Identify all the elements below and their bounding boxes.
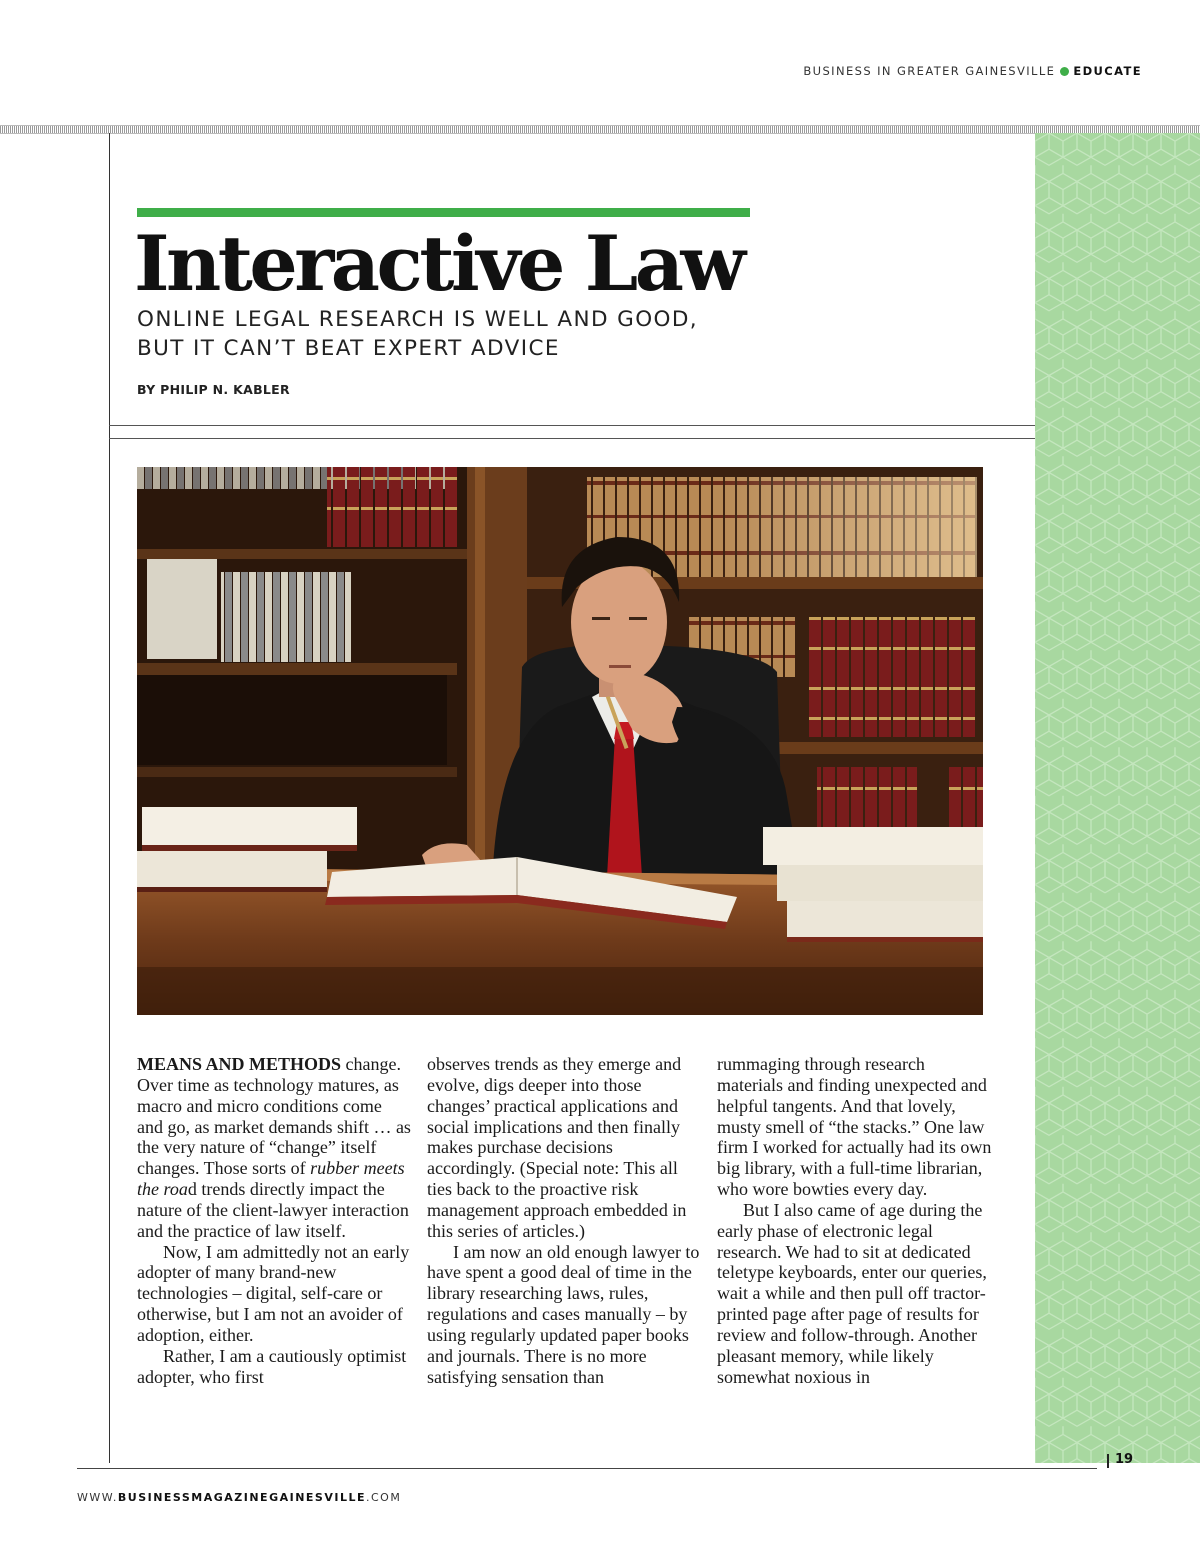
paragraph-text: change. Over time as technology matures, as macro and micro conditions come and go, as market demands shift … as the very nature of “change” itself changes. Those sorts of <box>137 1054 411 1179</box>
paragraph: Rather, I am a cautiously optimist adopter, who first <box>137 1345 407 1387</box>
url-suffix: .COM <box>365 1491 402 1504</box>
paragraph: But I also came of age during the early phase of electronic legal research. We had to sit at dedicated teletype keyboards, enter our queries, wait a while and then pull off tractor-printed page after page of results for review and follow-through. Another pleasant memory, while likely somewhat noxious in <box>717 1199 987 1387</box>
byline: BY PHILIP N. KABLER <box>137 382 290 397</box>
vertical-frame-rule <box>109 133 110 1463</box>
folio-bar <box>1107 1454 1109 1468</box>
subtitle-line-1: ONLINE LEGAL RESEARCH IS WELL AND GOOD, <box>137 307 699 332</box>
dotted-divider-band <box>0 125 1200 134</box>
footer-website-link[interactable] <box>77 1491 401 1504</box>
running-header <box>803 64 1142 78</box>
decorative-pattern-panel <box>1035 133 1200 1463</box>
paragraph: rummaging through research materials and finding unexpected and helpful tangents. And that lovely, musty smell of “the stacks.” One law firm I worked for actually had its own big library, with a full-time librarian, who wore bowties every day. <box>717 1054 992 1200</box>
page-number: 19 <box>1115 1452 1134 1467</box>
italic-phrase: rubber meets the roa <box>137 1158 405 1200</box>
paragraph: observes trends as they emerge and evolve, digs deeper into those changes’ practical applications and social implications and then finally makes purchase decisions accordingly. (Special note: This all ties back to the proactive risk management approach embedded in this series of articles.) <box>427 1054 687 1241</box>
header-divider-top <box>109 425 1035 426</box>
header-divider-bottom <box>109 438 1035 439</box>
subtitle-line-2: BUT IT CAN’T BEAT EXPERT ADVICE <box>137 336 560 361</box>
paragraph: I am now an old enough lawyer to have spent a good deal of time in the library researching laws, rules, regulations and cases manually – by using regularly updated paper books and journals. There is no more satisfying sensation than <box>427 1241 700 1387</box>
publication-name: BUSINESS IN GREATER GAINESVILLE <box>803 64 1056 78</box>
url-prefix: WWW. <box>77 1491 118 1504</box>
body-column-2 <box>427 1054 702 1388</box>
body-column-1 <box>137 1054 412 1388</box>
article-title: Interactive Law <box>134 219 743 308</box>
paragraph: Now, I am admittedly not an early adopter of many brand-new technologies – digital, self-care or otherwise, but I am not an avoider of adoption, either. <box>137 1241 410 1345</box>
section-label: EDUCATE <box>1073 64 1142 78</box>
footer-rule <box>77 1468 1097 1469</box>
paragraph-text: d trends directly impact the nature of the client-lawyer interaction and the practice of law itself. <box>137 1179 409 1241</box>
article-subtitle <box>137 305 837 363</box>
section-kicker: MEANS AND METHODS <box>137 1054 342 1074</box>
url-domain: BUSINESSMAGAZINEGAINESVILLE <box>117 1491 366 1504</box>
hero-photo-lawyer-in-library <box>137 467 983 1015</box>
body-column-3 <box>717 1054 992 1388</box>
green-dot-icon <box>1060 67 1069 76</box>
title-accent-bar <box>137 208 750 217</box>
paragraph <box>137 1054 412 1242</box>
